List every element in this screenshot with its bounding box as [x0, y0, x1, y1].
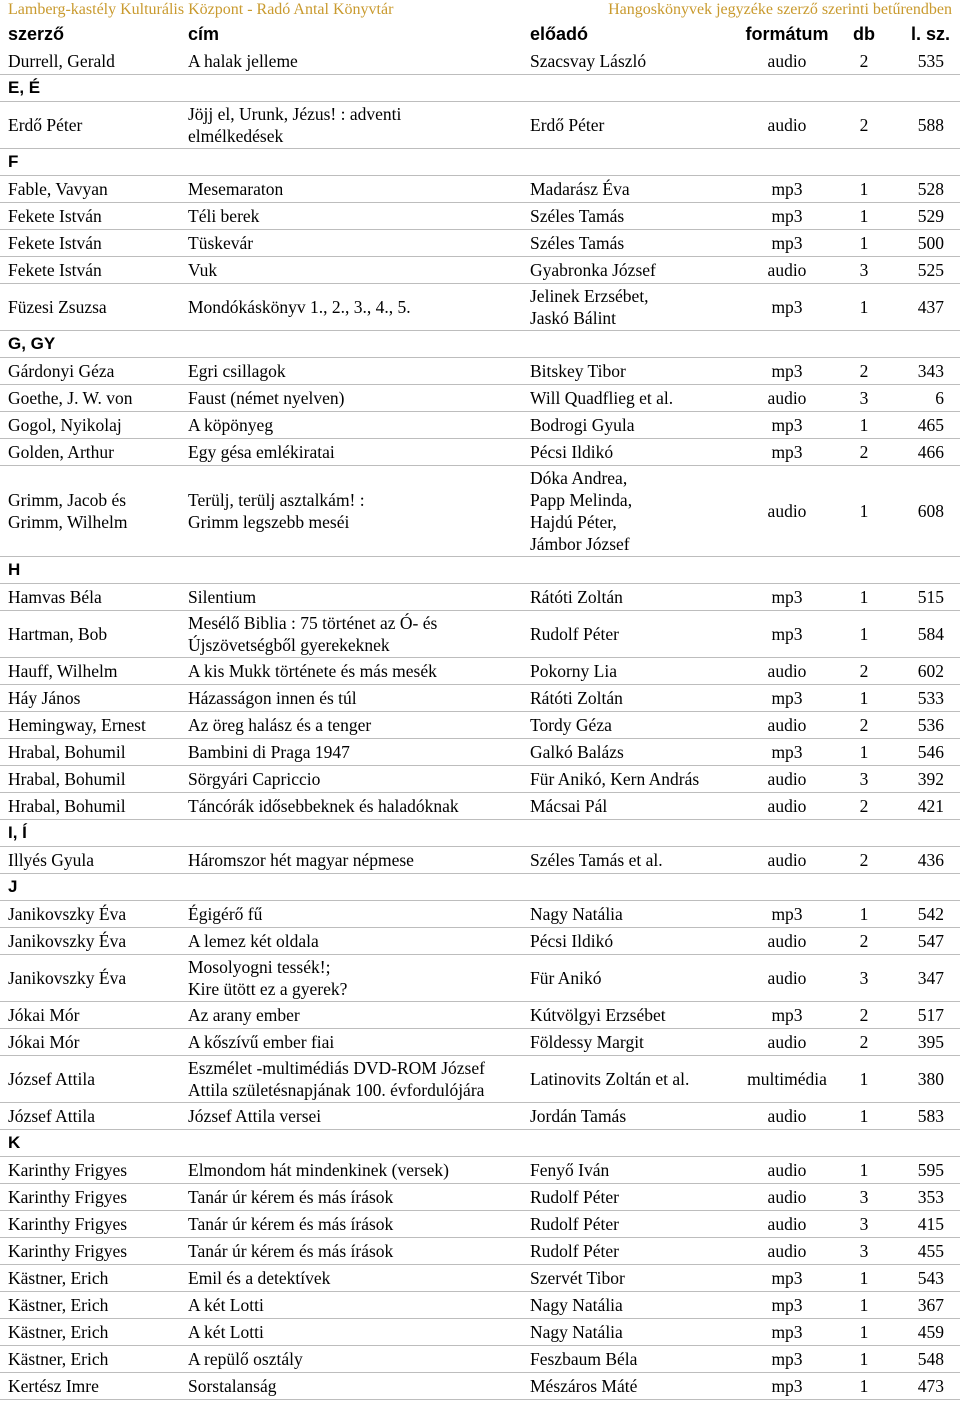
cell-author: Gárdonyi Géza [8, 361, 115, 381]
cell-db: 2 [859, 931, 869, 951]
table-row [0, 1211, 960, 1238]
cell-db: 1 [859, 1376, 869, 1396]
cell-page: 437 [917, 297, 944, 317]
cell-format: mp3 [771, 1295, 803, 1315]
cell-db: 1 [859, 1106, 869, 1126]
table-row [0, 712, 960, 739]
cell-title: A kis Mukk története és más mesék [188, 661, 437, 681]
table-row [0, 611, 960, 658]
section-header-row [0, 331, 960, 358]
cell-title: Házasságon innen és túl [188, 688, 357, 708]
column-header-page: l. sz. [910, 23, 950, 44]
cell-title: Mesélő Biblia : 75 történet az Ó- és Újszövetségből gyerekeknek [188, 613, 438, 655]
cell-format: mp3 [771, 297, 803, 317]
cell-title: Vuk [188, 260, 218, 280]
cell-performer: Rátóti Zoltán [530, 688, 623, 708]
cell-performer: Nagy Natália [530, 904, 623, 924]
cell-format: audio [767, 931, 807, 951]
section-letter: J [8, 877, 18, 896]
section-header-row [0, 820, 960, 847]
cell-performer: Földessy Margit [530, 1032, 644, 1052]
cell-performer: Erdő Péter [530, 115, 605, 135]
cell-page: 500 [917, 233, 944, 253]
cell-title: Faust (német nyelven) [188, 388, 345, 408]
cell-page: 415 [917, 1214, 944, 1234]
cell-author: Goethe, J. W. von [8, 388, 133, 408]
table-row [0, 1238, 960, 1265]
cell-format: mp3 [771, 442, 803, 462]
cell-performer: Jelinek Erzsébet, Jaskó Bálint [530, 286, 649, 328]
cell-author: Hrabal, Bohumil [8, 742, 126, 762]
cell-db: 3 [859, 769, 869, 789]
table-row [0, 1056, 960, 1103]
cell-author: Fekete István [8, 260, 102, 280]
section-letter: K [8, 1133, 21, 1152]
cell-db: 1 [859, 1069, 869, 1089]
cell-format: audio [767, 715, 807, 735]
cell-db: 2 [859, 661, 869, 681]
table-row [0, 955, 960, 1002]
cell-page: 517 [917, 1005, 944, 1025]
cell-performer: Fenyő Iván [530, 1160, 610, 1180]
cell-title: Emil és a detektívek [188, 1268, 331, 1288]
cell-title: Mondókáskönyv 1., 2., 3., 4., 5. [188, 297, 411, 317]
cell-format: mp3 [771, 587, 803, 607]
cell-db: 1 [859, 415, 869, 435]
cell-db: 1 [859, 688, 869, 708]
cell-title: Tanár úr kérem és más írások [188, 1241, 394, 1261]
cell-format: mp3 [771, 361, 803, 381]
cell-performer: Pokorny Lia [530, 661, 618, 681]
cell-author: József Attila [8, 1106, 95, 1126]
cell-title: Az arany ember [188, 1005, 300, 1025]
cell-author: Karinthy Frigyes [8, 1214, 128, 1234]
cell-format: mp3 [771, 1376, 803, 1396]
cell-title: Sorstalanság [188, 1376, 277, 1396]
cell-page: 535 [917, 51, 944, 71]
cell-author: Fekete István [8, 233, 102, 253]
cell-title: Terülj, terülj asztalkám! : Grimm legszebb meséi [188, 490, 365, 532]
cell-format: mp3 [771, 1349, 803, 1369]
table-row [0, 685, 960, 712]
cell-page: 353 [917, 1187, 944, 1207]
table-row [0, 847, 960, 874]
cell-format: audio [767, 1214, 807, 1234]
table-row [0, 1373, 960, 1400]
cell-author: Erdő Péter [8, 115, 83, 135]
table-row [0, 1029, 960, 1056]
cell-db: 2 [859, 715, 869, 735]
cell-page: 529 [917, 206, 944, 226]
table-row [0, 1002, 960, 1029]
cell-page: 548 [917, 1349, 944, 1369]
table-row [0, 385, 960, 412]
cell-performer: Pécsi Ildikó [530, 442, 614, 462]
cell-page: 525 [917, 260, 944, 280]
cell-title: A két Lotti [188, 1295, 264, 1315]
cell-title: Az öreg halász és a tenger [188, 715, 372, 735]
cell-author: Fable, Vavyan [8, 179, 108, 199]
section-letter: E, É [8, 78, 41, 97]
cell-title: A repülő osztály [188, 1349, 303, 1369]
cell-title: Egy gésa emlékiratai [188, 442, 335, 462]
cell-performer: Tordy Géza [530, 715, 612, 735]
cell-format: mp3 [771, 233, 803, 253]
cell-page: 583 [917, 1106, 944, 1126]
cell-title: A két Lotti [188, 1322, 264, 1342]
cell-title: Eszmélet -multimédiás DVD-ROM József Attila születésnapjának 100. évfordulójára [188, 1058, 485, 1100]
cell-performer: Nagy Natália [530, 1295, 623, 1315]
cell-performer: Für Anikó [530, 968, 602, 988]
cell-author: Hartman, Bob [8, 624, 108, 644]
cell-author: Hauff, Wilhelm [8, 661, 118, 681]
cell-page: 602 [917, 661, 944, 681]
section-header-row [0, 557, 960, 584]
cell-author: Gogol, Nyikolaj [8, 415, 122, 435]
audiobook-table [0, 48, 960, 1400]
table-row [0, 284, 960, 331]
cell-db: 1 [859, 1349, 869, 1369]
table-row [0, 901, 960, 928]
cell-title: Mosolyogni tessék!; Kire ütött ez a gyerek? [188, 957, 348, 999]
cell-title: Égigérő fű [188, 904, 263, 924]
section-letter: I, Í [8, 823, 27, 842]
cell-page: 546 [917, 742, 944, 762]
cell-performer: Rudolf Péter [530, 1214, 619, 1234]
cell-format: audio [767, 51, 807, 71]
table-row [0, 1265, 960, 1292]
cell-title: Tüskevár [188, 233, 254, 253]
cell-db: 1 [859, 179, 869, 199]
cell-page: 547 [917, 931, 944, 951]
cell-db: 2 [859, 361, 869, 381]
table-row [0, 1157, 960, 1184]
page-header [0, 0, 960, 20]
section-letter: G, GY [8, 334, 56, 353]
cell-performer: Madarász Éva [530, 179, 630, 199]
cell-author: Illyés Gyula [8, 850, 95, 870]
cell-author: Janikovszky Éva [8, 931, 127, 951]
table-row [0, 439, 960, 466]
cell-performer: Rudolf Péter [530, 624, 619, 644]
cell-title: Tanár úr kérem és más írások [188, 1214, 394, 1234]
cell-page: 343 [917, 361, 944, 381]
cell-db: 1 [859, 1295, 869, 1315]
cell-page: 588 [917, 115, 944, 135]
cell-page: 536 [917, 715, 944, 735]
cell-page: 6 [935, 388, 944, 408]
cell-author: Füzesi Zsuzsa [8, 297, 107, 317]
table-row [0, 257, 960, 284]
cell-author: Hamvas Béla [8, 587, 102, 607]
cell-author: Hemingway, Ernest [8, 715, 146, 735]
table-row [0, 358, 960, 385]
cell-title: Mesemaraton [188, 179, 284, 199]
cell-performer: Dóka Andrea, Papp Melinda, Hajdú Péter, Jámbor József [530, 468, 633, 554]
cell-author: Karinthy Frigyes [8, 1187, 128, 1207]
cell-performer: Galkó Balázs [530, 742, 624, 762]
cell-format: mp3 [771, 1322, 803, 1342]
cell-author: Jókai Mór [8, 1005, 80, 1025]
cell-performer: Bodrogi Gyula [530, 415, 635, 435]
cell-format: mp3 [771, 179, 803, 199]
cell-db: 1 [859, 1268, 869, 1288]
cell-performer: Széles Tamás et al. [530, 850, 663, 870]
cell-page: 515 [917, 587, 944, 607]
cell-title: A köpönyeg [188, 415, 274, 435]
cell-page: 608 [917, 501, 944, 521]
cell-performer: Mészáros Máté [530, 1376, 638, 1396]
cell-author: József Attila [8, 1069, 95, 1089]
cell-db: 1 [859, 297, 869, 317]
cell-title: A halak jelleme [188, 51, 298, 71]
cell-performer: Feszbaum Béla [530, 1349, 638, 1369]
table-row [0, 48, 960, 75]
cell-author: Karinthy Frigyes [8, 1241, 128, 1261]
cell-format: mp3 [771, 1268, 803, 1288]
cell-db: 3 [859, 1241, 869, 1261]
cell-db: 3 [859, 1187, 869, 1207]
table-row [0, 658, 960, 685]
section-header-row [0, 149, 960, 176]
cell-author: Kästner, Erich [8, 1295, 109, 1315]
cell-page: 455 [917, 1241, 944, 1261]
cell-title: Jöjj el, Urunk, Jézus! : adventi elmélkedések [188, 104, 402, 146]
cell-page: 528 [917, 179, 944, 199]
column-header-row [0, 20, 960, 48]
cell-format: audio [767, 769, 807, 789]
cell-performer: Bitskey Tibor [530, 361, 626, 381]
cell-author: Janikovszky Éva [8, 968, 127, 988]
table-row [0, 1346, 960, 1373]
cell-performer: Rudolf Péter [530, 1187, 619, 1207]
cell-performer: Szacsvay László [530, 51, 647, 71]
library-name: Lamberg-kastély Kulturális Központ - Radó Antal Könyvtár [8, 1, 394, 18]
cell-db: 1 [859, 1160, 869, 1180]
table-row [0, 412, 960, 439]
cell-db: 1 [859, 624, 869, 644]
cell-db: 1 [859, 206, 869, 226]
table-row [0, 1103, 960, 1130]
cell-title: József Attila versei [188, 1106, 322, 1126]
table-row [0, 1319, 960, 1346]
cell-page: 465 [917, 415, 944, 435]
cell-author: Hrabal, Bohumil [8, 796, 126, 816]
cell-db: 1 [859, 904, 869, 924]
cell-author: Háy János [8, 688, 81, 708]
cell-format: audio [767, 1241, 807, 1261]
cell-author: Janikovszky Éva [8, 904, 127, 924]
cell-format: audio [767, 968, 807, 988]
cell-page: 542 [917, 904, 944, 924]
table-row [0, 230, 960, 257]
cell-title: Tanár úr kérem és más írások [188, 1187, 394, 1207]
cell-page: 466 [917, 442, 944, 462]
cell-format: audio [767, 260, 807, 280]
cell-format: audio [767, 115, 807, 135]
cell-performer: Latinovits Zoltán et al. [530, 1069, 690, 1089]
cell-format: audio [767, 1106, 807, 1126]
cell-format: audio [767, 1032, 807, 1052]
cell-title: Sörgyári Capriccio [188, 769, 321, 789]
section-letter: H [8, 560, 21, 579]
cell-author: Grimm, Jacob és Grimm, Wilhelm [8, 490, 128, 532]
cell-page: 436 [917, 850, 944, 870]
cell-performer: Mácsai Pál [530, 796, 608, 816]
cell-page: 595 [917, 1160, 944, 1180]
cell-db: 3 [859, 388, 869, 408]
cell-author: Karinthy Frigyes [8, 1160, 128, 1180]
cell-db: 3 [859, 968, 869, 988]
cell-db: 2 [859, 1005, 869, 1025]
cell-title: Táncórák idősebbeknek és haladóknak [188, 796, 459, 816]
cell-format: mp3 [771, 206, 803, 226]
cell-page: 392 [917, 769, 944, 789]
cell-db: 1 [859, 742, 869, 762]
table-row [0, 584, 960, 611]
table-row [0, 1184, 960, 1211]
cell-title: Elmondom hát mindenkinek (versek) [188, 1160, 449, 1180]
cell-db: 1 [859, 501, 869, 521]
cell-performer: Nagy Natália [530, 1322, 623, 1342]
cell-title: Egri csillagok [188, 361, 286, 381]
cell-performer: Széles Tamás [530, 233, 625, 253]
cell-title: Silentium [188, 587, 257, 607]
cell-format: audio [767, 1160, 807, 1180]
column-header-title: cím [188, 23, 220, 44]
cell-title: A lemez két oldala [188, 931, 319, 951]
cell-db: 2 [859, 115, 869, 135]
cell-performer: Für Anikó, Kern András [530, 769, 700, 789]
cell-page: 584 [917, 624, 944, 644]
cell-format: audio [767, 661, 807, 681]
cell-db: 3 [859, 1214, 869, 1234]
cell-db: 2 [859, 796, 869, 816]
cell-db: 3 [859, 260, 869, 280]
cell-format: multimédia [747, 1069, 827, 1089]
section-header-row [0, 75, 960, 102]
cell-page: 459 [917, 1322, 944, 1342]
cell-format: audio [767, 501, 807, 521]
section-header-row [0, 874, 960, 901]
cell-author: Fekete István [8, 206, 102, 226]
cell-performer: Széles Tamás [530, 206, 625, 226]
cell-author: Kästner, Erich [8, 1322, 109, 1342]
table-row [0, 928, 960, 955]
cell-db: 2 [859, 850, 869, 870]
cell-performer: Szervét Tibor [530, 1268, 625, 1288]
cell-db: 1 [859, 233, 869, 253]
table-row [0, 793, 960, 820]
section-header-row [0, 1130, 960, 1157]
cell-title: Bambini di Praga 1947 [188, 742, 350, 762]
cell-format: audio [767, 1187, 807, 1207]
cell-author: Durrell, Gerald [8, 51, 115, 71]
cell-db: 1 [859, 587, 869, 607]
cell-page: 473 [917, 1376, 944, 1396]
cell-title: Háromszor hét magyar népmese [188, 850, 414, 870]
cell-format: audio [767, 796, 807, 816]
cell-title: A kőszívű ember fiai [188, 1032, 335, 1052]
document-title: Hangoskönyvek jegyzéke szerző szerinti betűrendben [608, 1, 952, 18]
cell-author: Kertész Imre [8, 1376, 99, 1396]
cell-format: mp3 [771, 688, 803, 708]
cell-page: 347 [917, 968, 944, 988]
cell-page: 543 [917, 1268, 944, 1288]
cell-format: audio [767, 388, 807, 408]
cell-format: audio [767, 850, 807, 870]
cell-db: 2 [859, 51, 869, 71]
cell-format: mp3 [771, 904, 803, 924]
cell-performer: Pécsi Ildikó [530, 931, 614, 951]
column-header-format: formátum [745, 23, 829, 44]
cell-author: Hrabal, Bohumil [8, 769, 126, 789]
cell-author: Kästner, Erich [8, 1349, 109, 1369]
cell-performer: Gyabronka József [530, 260, 656, 280]
column-header-author: szerző [8, 23, 65, 44]
cell-performer: Rátóti Zoltán [530, 587, 623, 607]
cell-page: 421 [917, 796, 944, 816]
section-letter: F [8, 152, 19, 171]
cell-format: mp3 [771, 624, 803, 644]
cell-title: Téli berek [188, 206, 260, 226]
table-row [0, 176, 960, 203]
cell-db: 2 [859, 442, 869, 462]
cell-format: mp3 [771, 742, 803, 762]
cell-page: 380 [917, 1069, 944, 1089]
cell-page: 395 [917, 1032, 944, 1052]
cell-format: mp3 [771, 1005, 803, 1025]
table-row [0, 466, 960, 557]
cell-author: Golden, Arthur [8, 442, 114, 462]
table-row [0, 1292, 960, 1319]
table-row [0, 203, 960, 230]
cell-author: Jókai Mór [8, 1032, 80, 1052]
cell-performer: Will Quadflieg et al. [530, 388, 674, 408]
cell-author: Kästner, Erich [8, 1268, 109, 1288]
table-row [0, 739, 960, 766]
column-header-db: db [853, 23, 875, 44]
cell-performer: Rudolf Péter [530, 1241, 619, 1261]
cell-db: 1 [859, 1322, 869, 1342]
cell-page: 367 [917, 1295, 944, 1315]
cell-performer: Jordán Tamás [530, 1106, 627, 1126]
table-row [0, 766, 960, 793]
cell-page: 533 [917, 688, 944, 708]
cell-format: mp3 [771, 415, 803, 435]
cell-db: 2 [859, 1032, 869, 1052]
column-header-performer: előadó [530, 23, 589, 44]
table-row [0, 102, 960, 149]
cell-performer: Kútvölgyi Erzsébet [530, 1005, 666, 1025]
